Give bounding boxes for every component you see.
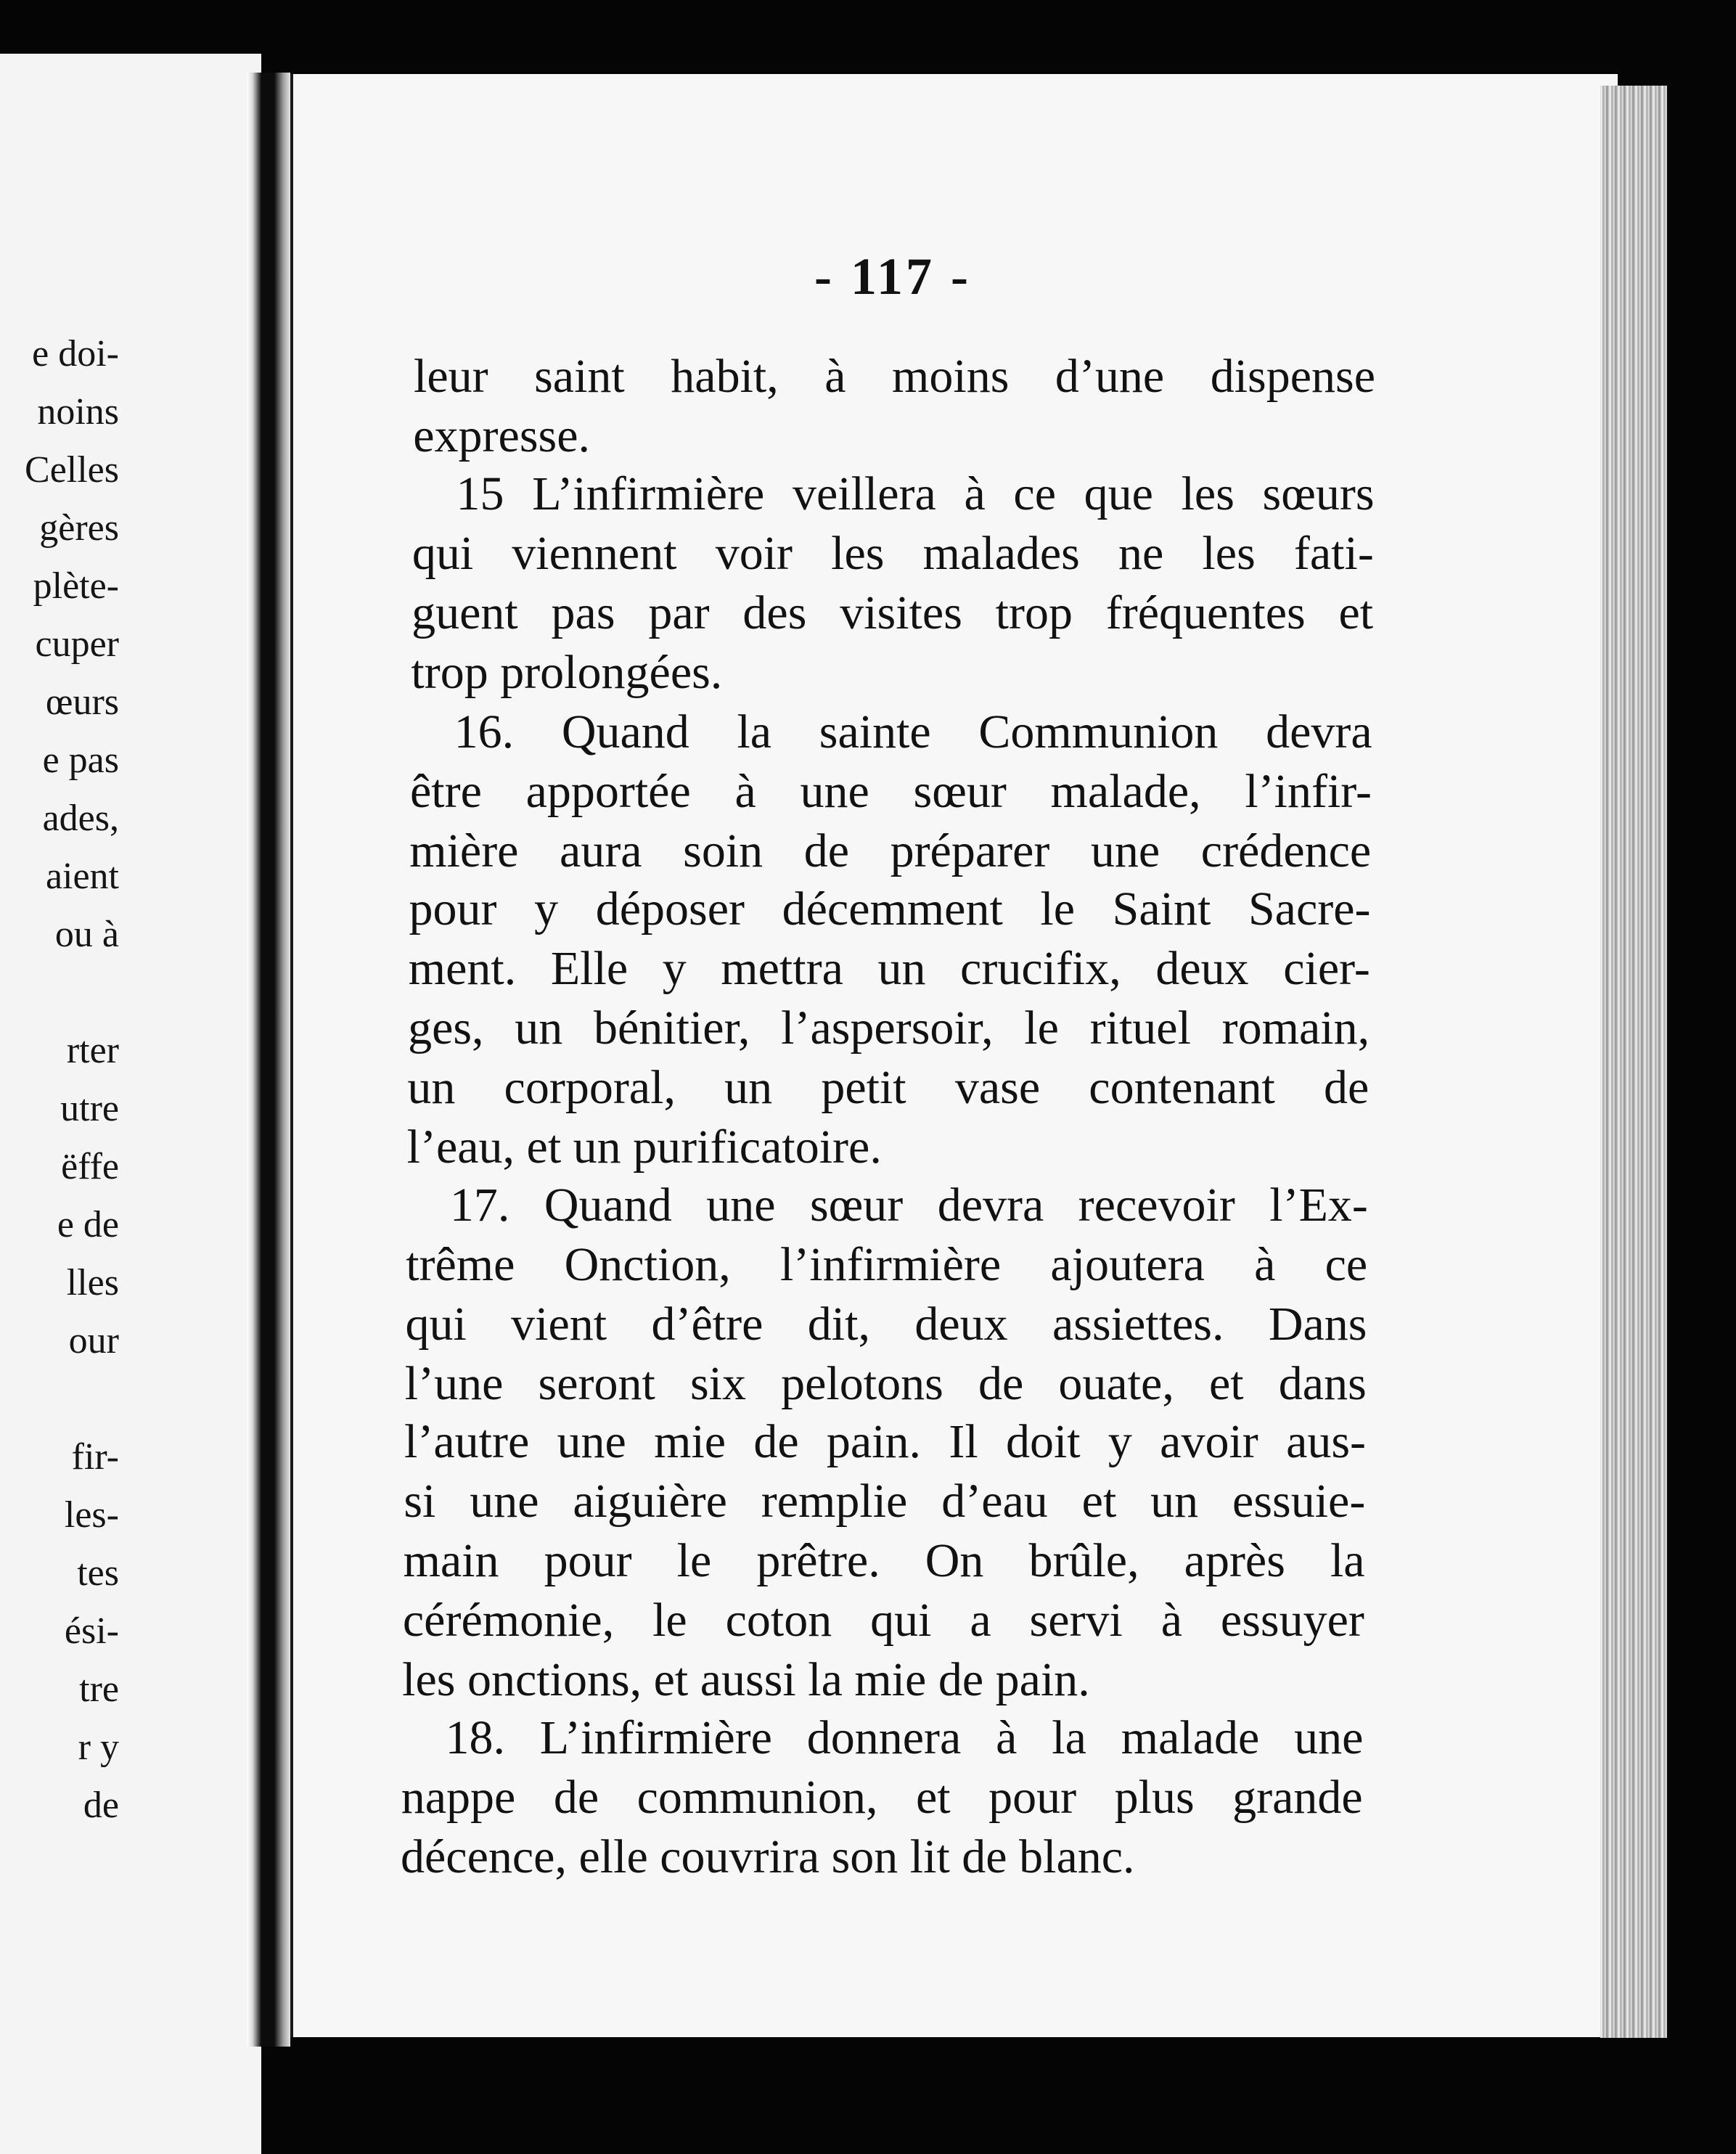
- text-line: 16. Quand la sainte Communion devra: [454, 705, 1372, 758]
- text-line: les onctions, et aussi la mie de pain.: [402, 1653, 1090, 1706]
- left-page-line: de: [83, 1785, 119, 1826]
- text-line: trême Onction, l’infirmière ajoutera à ce: [406, 1238, 1368, 1291]
- left-page-line: rter: [66, 1030, 119, 1071]
- left-page-line: noins: [37, 391, 119, 433]
- page-number: - 117 -: [814, 247, 971, 306]
- text-line: mière aura soin de préparer une crédence: [409, 824, 1372, 877]
- text-line: l’autre une mie de pain. Il doit y avoir aus-: [404, 1415, 1367, 1468]
- left-page-line: r y: [78, 1727, 119, 1768]
- text-line: qui viennent voir les malades ne les fati-: [412, 527, 1374, 580]
- left-page-line: e pas: [42, 740, 119, 781]
- left-page-line: œurs: [45, 681, 119, 723]
- text-line: 17. Quand une sœur devra recevoir l’Ex-: [449, 1179, 1368, 1232]
- left-page-line: ou à: [54, 914, 119, 955]
- page-edge: [1600, 86, 1667, 2038]
- text-line: 15 L’infirmière veillera à ce que les sœurs: [456, 467, 1375, 520]
- left-page-line: utre: [60, 1088, 119, 1129]
- text-line: ment. Elle y mettra un crucifix, deux cier-: [408, 942, 1370, 995]
- text-line: cérémonie, le coton qui a servi à essuyer: [402, 1594, 1364, 1647]
- left-page-line: fir-: [71, 1436, 119, 1478]
- left-page-line: lles: [66, 1262, 119, 1303]
- left-page-line: [0, 1370, 119, 1428]
- text-line: nappe de communion, et pour plus grande: [401, 1771, 1363, 1824]
- text-line: trop prolongées.: [411, 646, 723, 699]
- text-line: si une aiguière remplie d’eau et un essuie-: [404, 1475, 1366, 1528]
- left-page-line: our: [68, 1320, 119, 1361]
- left-page-line: plète-: [33, 565, 119, 607]
- text-line: être apportée à une sœur malade, l’infir-: [409, 765, 1372, 818]
- text-line: 18. L’infirmière donnera à la malade une: [445, 1711, 1364, 1764]
- text-line: décence, elle couvrira son lit de blanc.: [401, 1830, 1135, 1883]
- text-line: expresse.: [413, 409, 590, 462]
- book-gutter: [247, 73, 290, 2047]
- left-page-line: e de: [57, 1204, 119, 1245]
- left-page-line: cuper: [35, 623, 119, 665]
- text-line: ges, un bénitier, l’aspersoir, le rituel romain,: [408, 1002, 1370, 1055]
- text-line: l’eau, et un purificatoire.: [406, 1121, 882, 1174]
- text-line: pour y déposer décemment le Saint Sacre-: [409, 883, 1371, 935]
- left-page-line: les-: [64, 1494, 119, 1536]
- left-page-line: ades,: [42, 798, 119, 839]
- left-page-line: ési-: [64, 1610, 119, 1652]
- left-page-line: tes: [77, 1552, 119, 1594]
- left-page-line: e doi-: [32, 333, 119, 374]
- left-page-line: Celles: [25, 449, 119, 491]
- text-line: l’une seront six pelotons de ouate, et dans: [404, 1357, 1367, 1410]
- text-line: qui vient d’être dit, deux assiettes. Dans: [405, 1298, 1367, 1351]
- text-line: guent pas par des visites trop fréquentes et: [412, 586, 1374, 639]
- text-line: leur saint habit, à moins d’une dispense: [414, 350, 1375, 403]
- left-page-line: [0, 964, 119, 1022]
- left-page-text: [0, 325, 119, 1835]
- left-page: [0, 54, 261, 2154]
- left-page-line: aient: [45, 856, 119, 897]
- left-page-line: tre: [79, 1668, 119, 1710]
- left-page-line: gères: [39, 507, 119, 549]
- text-line: main pour le prêtre. On brûle, après la: [403, 1534, 1365, 1587]
- left-page-line: ëffe: [61, 1146, 119, 1187]
- text-line: un corporal, un petit vase contenant de: [407, 1061, 1369, 1114]
